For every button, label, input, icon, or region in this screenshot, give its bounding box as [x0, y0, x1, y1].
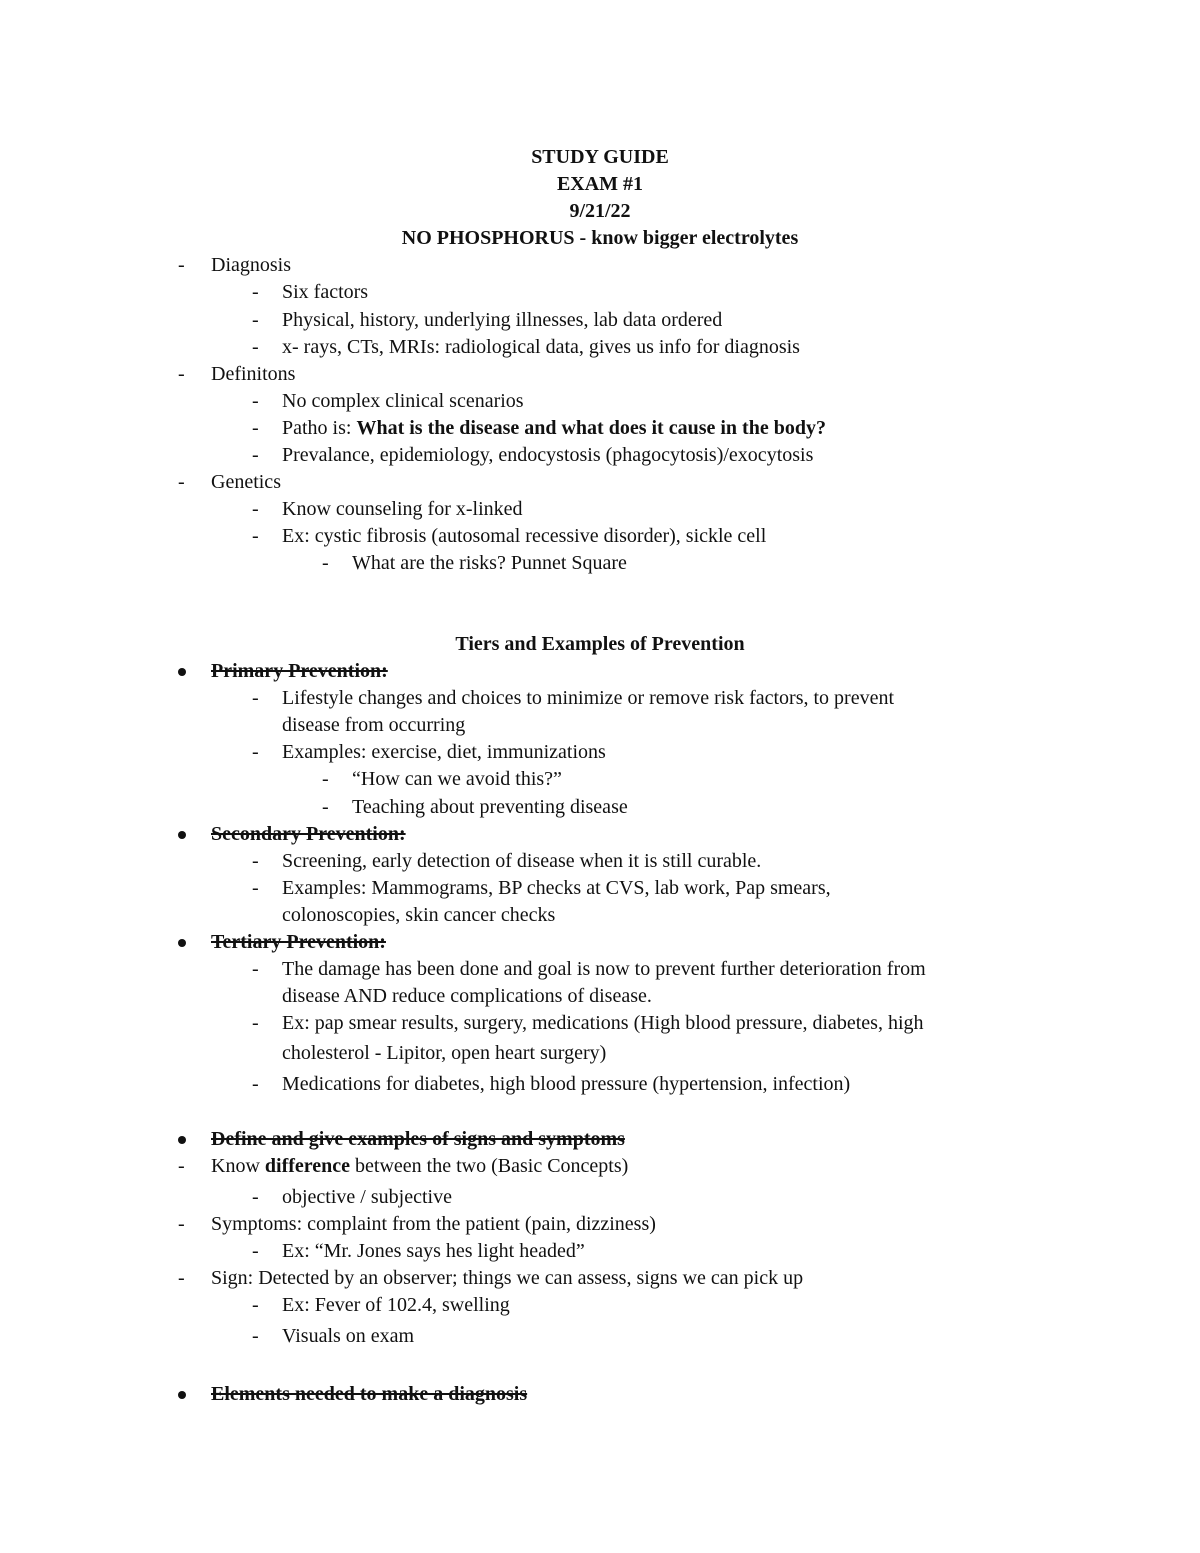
list-item: The damage has been done and goal is now to prevent further deterioration from	[282, 958, 926, 980]
elements-heading: Elements needed to make a diagnosis	[211, 1383, 528, 1405]
dash-marker: -	[252, 1294, 259, 1316]
section-title: Tiers and Examples of Prevention	[455, 633, 745, 655]
list-item: Examples: Mammograms, BP checks at CVS, lab work, Pap smears,	[282, 877, 831, 899]
list-item: No complex clinical scenarios	[282, 390, 524, 412]
dash-marker: -	[322, 796, 329, 818]
list-item: Examples: exercise, diet, immunizations	[282, 741, 606, 763]
secondary-heading: Secondary Prevention:	[211, 823, 406, 845]
list-item: Ex: pap smear results, surgery, medications (High blood pressure, diabetes, high	[282, 1012, 924, 1034]
list-item: Know counseling for x-linked	[282, 498, 523, 520]
dash-marker: -	[252, 498, 259, 520]
dash-marker: -	[322, 768, 329, 790]
list-item: objective / subjective	[282, 1186, 452, 1208]
list-item: Lifestyle changes and choices to minimize or remove risk factors, to prevent	[282, 687, 895, 709]
list-item: Visuals on exam	[282, 1325, 415, 1347]
dash-marker: -	[252, 958, 259, 980]
dash-marker: -	[178, 471, 185, 493]
dash-marker: -	[252, 444, 259, 466]
list-item: Screening, early detection of disease when it is still curable.	[282, 850, 762, 872]
doc-title: STUDY GUIDE	[531, 146, 669, 168]
difference-note	[211, 1154, 628, 1178]
dash-marker: -	[252, 336, 259, 358]
know-suffix: between the two (Basic Concepts)	[350, 1155, 629, 1177]
list-item: What are the risks? Punnet Square	[352, 552, 627, 574]
dash-marker: -	[252, 877, 259, 899]
dash-marker: -	[252, 525, 259, 547]
dash-marker: -	[252, 1186, 259, 1208]
dash-marker: -	[252, 1325, 259, 1347]
list-item: x- rays, CTs, MRIs: radiological data, gives us info for diagnosis	[282, 336, 800, 358]
exam-number: EXAM #1	[556, 173, 644, 195]
bullet-dot	[178, 1391, 186, 1399]
dash-marker: -	[322, 552, 329, 574]
list-item-continued: colonoscopies, skin cancer checks	[282, 904, 556, 926]
patho-definition	[282, 416, 826, 440]
definitions-label: Definitons	[211, 363, 296, 385]
list-item: Six factors	[282, 281, 369, 303]
list-item: Ex: Fever of 102.4, swelling	[282, 1294, 510, 1316]
list-item: Ex: “Mr. Jones says hes light headed”	[282, 1240, 585, 1262]
dash-marker: -	[252, 687, 259, 709]
diagnosis-label: Diagnosis	[211, 254, 291, 276]
dash-marker: -	[252, 1240, 259, 1262]
bullet-dot	[178, 668, 186, 676]
dash-marker: -	[252, 1012, 259, 1034]
dash-marker: -	[178, 363, 185, 385]
list-item-continued: cholesterol - Lipitor, open heart surgery)	[282, 1042, 607, 1064]
sign-definition: Sign: Detected by an observer; things we can assess, signs we can pick up	[211, 1267, 804, 1289]
patho-prefix: Patho is:	[282, 417, 357, 439]
header-note: NO PHOSPHORUS - know bigger electrolytes	[401, 227, 799, 249]
dash-marker: -	[178, 1213, 185, 1235]
bullet-dot	[178, 1136, 186, 1144]
know-prefix: Know	[211, 1155, 265, 1177]
dash-marker: -	[252, 1073, 259, 1095]
bullet-dot	[178, 939, 186, 947]
bullet-dot	[178, 831, 186, 839]
list-item-continued: disease from occurring	[282, 714, 466, 736]
dash-marker: -	[252, 281, 259, 303]
list-item: “How can we avoid this?”	[352, 768, 562, 790]
dash-marker: -	[252, 417, 259, 439]
difference-word: difference	[264, 1155, 351, 1177]
dash-marker: -	[252, 850, 259, 872]
dash-marker: -	[252, 741, 259, 763]
patho-question: What is the disease and what does it cause in the body?	[356, 417, 826, 439]
exam-date: 9/21/22	[569, 200, 631, 222]
dash-marker: -	[178, 254, 185, 276]
list-item: Physical, history, underlying illnesses, lab data ordered	[282, 309, 723, 331]
list-item: Ex: cystic fibrosis (autosomal recessive disorder), sickle cell	[282, 525, 767, 547]
list-item: Teaching about preventing disease	[352, 796, 628, 818]
dash-marker: -	[252, 390, 259, 412]
dash-marker: -	[178, 1155, 185, 1177]
list-item-continued: disease AND reduce complications of disease.	[282, 985, 652, 1007]
genetics-label: Genetics	[211, 471, 281, 493]
dash-marker: -	[252, 309, 259, 331]
primary-heading: Primary Prevention:	[211, 660, 388, 682]
dash-marker: -	[178, 1267, 185, 1289]
list-item: Medications for diabetes, high blood pressure (hypertension, infection)	[282, 1073, 851, 1095]
tertiary-heading: Tertiary Prevention:	[211, 931, 386, 953]
list-item: Prevalance, epidemiology, endocystosis (phagocytosis)/exocytosis	[282, 444, 814, 466]
signs-heading: Define and give examples of signs and symptoms	[211, 1128, 625, 1150]
symptoms-definition: Symptoms: complaint from the patient (pain, dizziness)	[211, 1213, 656, 1235]
